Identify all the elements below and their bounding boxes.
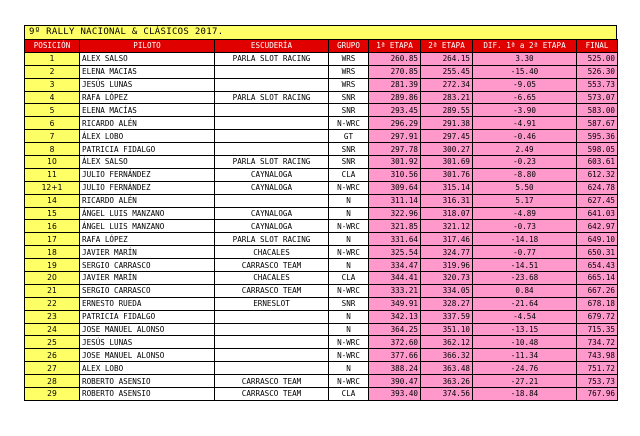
stage-1-cell: 377.66 [369, 349, 421, 362]
table-row [25, 130, 618, 143]
stage-2-cell: 272.34 [421, 78, 473, 91]
team-cell: CAYNALOGA [215, 207, 329, 220]
stage-2-cell: 320.73 [421, 272, 473, 285]
pilot-cell: ÁNGEL LUIS MANZANO [80, 207, 215, 220]
header-final: FINAL [577, 40, 618, 53]
team-cell: PARLA SLOT RACING [215, 52, 329, 65]
stage-1-cell: 372.60 [369, 336, 421, 349]
final-cell: 743.98 [577, 349, 618, 362]
stage-1-cell: 333.21 [369, 284, 421, 297]
results-table [24, 39, 618, 401]
group-cell: N [329, 233, 369, 246]
team-cell: PARLA SLOT RACING [215, 91, 329, 104]
header-position: POSICIÓN [25, 40, 80, 53]
stage-2-cell: 351.10 [421, 323, 473, 336]
team-cell: CAYNALOGA [215, 168, 329, 181]
pilot-cell: RICARDO ALÉN [80, 194, 215, 207]
stage-2-cell: 362.12 [421, 336, 473, 349]
pilot-cell: JOSE MANUEL ALONSO [80, 349, 215, 362]
table-row [25, 246, 618, 259]
stage-2-cell: 301.69 [421, 156, 473, 169]
team-cell [215, 310, 329, 323]
stage-2-cell: 255.45 [421, 65, 473, 78]
pilot-cell: ROBERTO ASENSIO [80, 388, 215, 401]
group-cell: N [329, 259, 369, 272]
team-cell: CARRASCO TEAM [215, 375, 329, 388]
final-cell: 734.72 [577, 336, 618, 349]
final-cell: 650.31 [577, 246, 618, 259]
pilot-cell: JAVIER MARÍN [80, 272, 215, 285]
position-cell: 15 [25, 207, 80, 220]
stage-1-cell: 289.86 [369, 91, 421, 104]
pilot-cell: ALEX LOBO [80, 362, 215, 375]
difference-cell: -18.84 [473, 388, 577, 401]
stage-2-cell: 301.76 [421, 168, 473, 181]
table-row [25, 156, 618, 169]
table-row [25, 194, 618, 207]
final-cell: 767.96 [577, 388, 618, 401]
table-row [25, 336, 618, 349]
position-cell: 25 [25, 336, 80, 349]
stage-1-cell: 344.41 [369, 272, 421, 285]
stage-2-cell: 374.56 [421, 388, 473, 401]
pilot-cell: ELENA MACIAS [80, 65, 215, 78]
table-row [25, 220, 618, 233]
stage-1-cell: 342.13 [369, 310, 421, 323]
stage-1-cell: 334.47 [369, 259, 421, 272]
position-cell: 3 [25, 78, 80, 91]
stage-1-cell: 297.91 [369, 130, 421, 143]
final-cell: 603.61 [577, 156, 618, 169]
position-cell: 7 [25, 130, 80, 143]
stage-1-cell: 311.14 [369, 194, 421, 207]
pilot-cell: ÁLEX SALSO [80, 156, 215, 169]
table-row [25, 91, 618, 104]
pilot-cell: JESÚS LUNAS [80, 78, 215, 91]
team-cell: CHACALES [215, 246, 329, 259]
stage-2-cell: 316.31 [421, 194, 473, 207]
difference-cell: -4.89 [473, 207, 577, 220]
position-cell: 22 [25, 297, 80, 310]
difference-cell: -13.15 [473, 323, 577, 336]
final-cell: 595.36 [577, 130, 618, 143]
table-row [25, 272, 618, 285]
position-cell: 2 [25, 65, 80, 78]
pilot-cell: RAFA LÓPEZ [80, 233, 215, 246]
stage-1-cell: 296.29 [369, 117, 421, 130]
group-cell: CLA [329, 272, 369, 285]
team-cell [215, 336, 329, 349]
position-cell: 19 [25, 259, 80, 272]
group-cell: N-WRC [329, 284, 369, 297]
stage-1-cell: 270.85 [369, 65, 421, 78]
pilot-cell: ELENA MACÍAS [80, 104, 215, 117]
position-cell: 5 [25, 104, 80, 117]
group-cell: N-WRC [329, 117, 369, 130]
stage-1-cell: 310.56 [369, 168, 421, 181]
final-cell: 612.32 [577, 168, 618, 181]
stage-1-cell: 297.78 [369, 143, 421, 156]
group-cell: GT [329, 130, 369, 143]
final-cell: 526.30 [577, 65, 618, 78]
difference-cell: 0.84 [473, 284, 577, 297]
group-cell: SNR [329, 91, 369, 104]
group-cell: N-WRC [329, 349, 369, 362]
final-cell: 525.00 [577, 52, 618, 65]
position-cell: 4 [25, 91, 80, 104]
difference-cell: -27.21 [473, 375, 577, 388]
stage-2-cell: 264.15 [421, 52, 473, 65]
table-row [25, 52, 618, 65]
group-cell: N-WRC [329, 220, 369, 233]
group-cell: SNR [329, 297, 369, 310]
group-cell: N [329, 194, 369, 207]
difference-cell: -11.34 [473, 349, 577, 362]
stage-2-cell: 318.07 [421, 207, 473, 220]
stage-2-cell: 297.45 [421, 130, 473, 143]
final-cell: 583.00 [577, 104, 618, 117]
pilot-cell: ÁLEX LOBO [80, 130, 215, 143]
team-cell: CARRASCO TEAM [215, 388, 329, 401]
header-group: GRUPO [329, 40, 369, 53]
stage-1-cell: 393.40 [369, 388, 421, 401]
table-row [25, 78, 618, 91]
stage-2-cell: 291.38 [421, 117, 473, 130]
position-cell: 20 [25, 272, 80, 285]
table-row [25, 310, 618, 323]
final-cell: 624.78 [577, 181, 618, 194]
table-row [25, 143, 618, 156]
table-row [25, 284, 618, 297]
team-cell: CAYNALOGA [215, 181, 329, 194]
pilot-cell: ROBERTO ASENSIO [80, 375, 215, 388]
difference-cell: -0.77 [473, 246, 577, 259]
table-row [25, 117, 618, 130]
team-cell [215, 194, 329, 207]
team-cell: ERNESLOT [215, 297, 329, 310]
team-cell [215, 117, 329, 130]
position-cell: 8 [25, 143, 80, 156]
final-cell: 667.26 [577, 284, 618, 297]
group-cell: N [329, 323, 369, 336]
pilot-cell: ERNESTO RUEDA [80, 297, 215, 310]
final-cell: 553.73 [577, 78, 618, 91]
final-cell: 573.07 [577, 91, 618, 104]
difference-cell: -4.91 [473, 117, 577, 130]
group-cell: CLA [329, 388, 369, 401]
position-cell: 28 [25, 375, 80, 388]
group-cell: N [329, 310, 369, 323]
team-cell: CHACALES [215, 272, 329, 285]
group-cell: N [329, 207, 369, 220]
position-cell: 16 [25, 220, 80, 233]
final-cell: 753.73 [577, 375, 618, 388]
stage-1-cell: 260.85 [369, 52, 421, 65]
difference-cell: 2.49 [473, 143, 577, 156]
stage-1-cell: 349.91 [369, 297, 421, 310]
team-cell [215, 362, 329, 375]
team-cell [215, 143, 329, 156]
table-row [25, 375, 618, 388]
stage-1-cell: 309.64 [369, 181, 421, 194]
header-difference: DIF. 1ª a 2ª ETAPA [473, 40, 577, 53]
team-cell [215, 78, 329, 91]
final-cell: 598.05 [577, 143, 618, 156]
pilot-cell: JULIO FERNÁNDEZ [80, 181, 215, 194]
difference-cell: -24.76 [473, 362, 577, 375]
group-cell: N-WRC [329, 375, 369, 388]
pilot-cell: PATRICIA FIDALGO [80, 310, 215, 323]
pilot-cell: ÁNGEL LUIS MANZANO [80, 220, 215, 233]
stage-2-cell: 337.59 [421, 310, 473, 323]
team-cell [215, 104, 329, 117]
difference-cell: -8.80 [473, 168, 577, 181]
team-cell [215, 65, 329, 78]
difference-cell: -0.46 [473, 130, 577, 143]
stage-1-cell: 390.47 [369, 375, 421, 388]
team-cell: PARLA SLOT RACING [215, 233, 329, 246]
team-cell: CARRASCO TEAM [215, 284, 329, 297]
stage-2-cell: 334.05 [421, 284, 473, 297]
table-row [25, 297, 618, 310]
pilot-cell: RAFA LÓPEZ [80, 91, 215, 104]
stage-2-cell: 363.26 [421, 375, 473, 388]
final-cell: 678.18 [577, 297, 618, 310]
stage-2-cell: 283.21 [421, 91, 473, 104]
stage-1-cell: 325.54 [369, 246, 421, 259]
final-cell: 679.72 [577, 310, 618, 323]
stage-2-cell: 315.14 [421, 181, 473, 194]
header-stage-1: 1ª ETAPA [369, 40, 421, 53]
position-cell: 23 [25, 310, 80, 323]
stage-1-cell: 321.85 [369, 220, 421, 233]
table-row [25, 104, 618, 117]
group-cell: N-WRC [329, 246, 369, 259]
difference-cell: -23.68 [473, 272, 577, 285]
header-pilot: PILOTO [80, 40, 215, 53]
group-cell: SNR [329, 156, 369, 169]
table-row [25, 388, 618, 401]
difference-cell: -15.40 [473, 65, 577, 78]
position-cell: 11 [25, 168, 80, 181]
position-cell: 6 [25, 117, 80, 130]
final-cell: 642.97 [577, 220, 618, 233]
stage-1-cell: 388.24 [369, 362, 421, 375]
difference-cell: 5.17 [473, 194, 577, 207]
position-cell: 21 [25, 284, 80, 297]
team-cell [215, 130, 329, 143]
difference-cell: -3.90 [473, 104, 577, 117]
difference-cell: 3.30 [473, 52, 577, 65]
team-cell: PARLA SLOT RACING [215, 156, 329, 169]
table-row [25, 323, 618, 336]
team-cell [215, 349, 329, 362]
position-cell: 12+1 [25, 181, 80, 194]
group-cell: SNR [329, 104, 369, 117]
table-row [25, 168, 618, 181]
difference-cell: -0.23 [473, 156, 577, 169]
position-cell: 1 [25, 52, 80, 65]
stage-1-cell: 301.92 [369, 156, 421, 169]
group-cell: SNR [329, 143, 369, 156]
stage-2-cell: 363.48 [421, 362, 473, 375]
difference-cell: -21.64 [473, 297, 577, 310]
stage-2-cell: 328.27 [421, 297, 473, 310]
final-cell: 641.03 [577, 207, 618, 220]
group-cell: N-WRC [329, 336, 369, 349]
header-team: ESCUDERÍA [215, 40, 329, 53]
position-cell: 10 [25, 156, 80, 169]
group-cell: WRS [329, 78, 369, 91]
pilot-cell: PATRICIA FIDALGO [80, 143, 215, 156]
difference-cell: 5.50 [473, 181, 577, 194]
stage-2-cell: 289.55 [421, 104, 473, 117]
final-cell: 649.10 [577, 233, 618, 246]
stage-2-cell: 324.77 [421, 246, 473, 259]
position-cell: 29 [25, 388, 80, 401]
results-sheet [24, 25, 617, 401]
table-row [25, 349, 618, 362]
final-cell: 751.72 [577, 362, 618, 375]
results-body [25, 52, 618, 400]
final-cell: 654.43 [577, 259, 618, 272]
table-row [25, 233, 618, 246]
pilot-cell: ALEX SALSO [80, 52, 215, 65]
table-row [25, 362, 618, 375]
position-cell: 18 [25, 246, 80, 259]
sheet-title: 9º RALLY NACIONAL & CLÁSICOS 2017. [24, 25, 617, 39]
pilot-cell: JESÚS LUNAS [80, 336, 215, 349]
position-cell: 14 [25, 194, 80, 207]
group-cell: N [329, 362, 369, 375]
difference-cell: -6.65 [473, 91, 577, 104]
pilot-cell: SERGIO CARRASCO [80, 284, 215, 297]
pilot-cell: RICARDO ALÉN [80, 117, 215, 130]
position-cell: 17 [25, 233, 80, 246]
stage-2-cell: 366.32 [421, 349, 473, 362]
stage-2-cell: 300.27 [421, 143, 473, 156]
group-cell: WRS [329, 65, 369, 78]
position-cell: 27 [25, 362, 80, 375]
stage-1-cell: 331.64 [369, 233, 421, 246]
header-stage-2: 2ª ETAPA [421, 40, 473, 53]
stage-1-cell: 322.96 [369, 207, 421, 220]
stage-1-cell: 364.25 [369, 323, 421, 336]
table-row [25, 181, 618, 194]
group-cell: CLA [329, 168, 369, 181]
final-cell: 627.45 [577, 194, 618, 207]
stage-2-cell: 319.96 [421, 259, 473, 272]
pilot-cell: JULIO FERNÁNDEZ [80, 168, 215, 181]
stage-1-cell: 281.39 [369, 78, 421, 91]
table-row [25, 207, 618, 220]
table-row [25, 65, 618, 78]
group-cell: WRS [329, 52, 369, 65]
final-cell: 665.14 [577, 272, 618, 285]
stage-2-cell: 317.46 [421, 233, 473, 246]
pilot-cell: SERGIO CARRASCO [80, 259, 215, 272]
final-cell: 715.35 [577, 323, 618, 336]
difference-cell: -10.48 [473, 336, 577, 349]
table-row [25, 259, 618, 272]
pilot-cell: JAVIER MARÍN [80, 246, 215, 259]
team-cell [215, 323, 329, 336]
difference-cell: -0.73 [473, 220, 577, 233]
position-cell: 26 [25, 349, 80, 362]
header-row [25, 40, 618, 53]
difference-cell: -14.51 [473, 259, 577, 272]
final-cell: 587.67 [577, 117, 618, 130]
stage-1-cell: 293.45 [369, 104, 421, 117]
difference-cell: -4.54 [473, 310, 577, 323]
stage-2-cell: 321.12 [421, 220, 473, 233]
group-cell: N-WRC [329, 181, 369, 194]
difference-cell: -9.05 [473, 78, 577, 91]
team-cell: CAYNALOGA [215, 220, 329, 233]
difference-cell: -14.18 [473, 233, 577, 246]
team-cell: CARRASCO TEAM [215, 259, 329, 272]
position-cell: 24 [25, 323, 80, 336]
pilot-cell: JOSE MANUEL ALONSO [80, 323, 215, 336]
